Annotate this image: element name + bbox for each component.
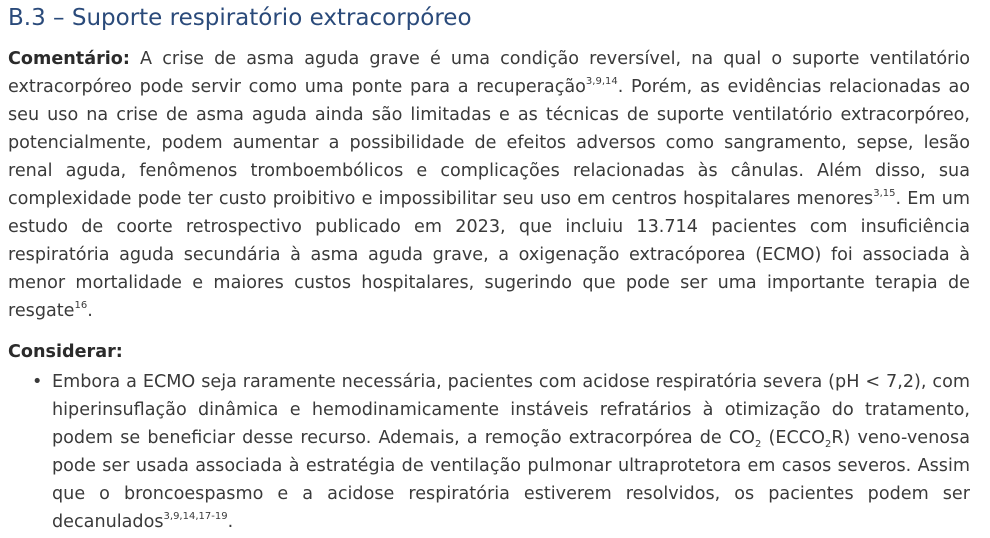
comment-paragraph <box>8 45 970 325</box>
citation-ref: 3,9,14,17-19 <box>163 511 228 522</box>
comment-text-4: . <box>87 301 93 321</box>
subscript: 2 <box>824 439 832 450</box>
list-item <box>30 368 970 536</box>
section-title: B.3 – Suporte respiratório extracorpóreo <box>8 5 472 31</box>
item-text-2: (ECCO <box>761 428 825 448</box>
item-text-1: Embora a ECMO seja raramente necessária, pacientes com acidose respiratória severa (pH < 7,2), com hiperinsuflação dinâmica e hemodinamicamente instáveis refratários à otimização do tratamento, podem se beneficiar desse recurso. Ademais, a remoção extracorpórea de CO <box>52 372 970 448</box>
citation-ref: 3,9,14 <box>585 76 618 87</box>
consider-heading: Considerar: <box>8 342 123 362</box>
citation-ref: 3,15 <box>873 188 896 199</box>
citation-ref: 16 <box>74 300 88 311</box>
item-text-4: . <box>227 512 234 532</box>
bullet-icon: • <box>32 372 43 392</box>
subscript: 2 <box>755 439 762 450</box>
item-text-3: R) veno-venosa pode ser usada associada à estratégia de ventilação pulmonar ultraprotetora em casos severos. Assim que o broncoespasmo e a acidose respiratória estiverem resolvidos, os pacientes podem ser decanulados <box>52 428 970 532</box>
comment-label: Comentário: <box>8 49 130 69</box>
consider-list <box>30 368 970 536</box>
comment-text-1: A crise de asma aguda grave é uma condição reversível, na qual o suporte ventilatório extracorpóreo pode servir como uma ponte para a recuperação <box>8 49 970 97</box>
comment-text-2: . Porém, as evidências relacionadas ao seu uso na crise de asma aguda ainda são limitadas e as técnicas de suporte ventilatório extracorpóreo, potencialmente, podem aumentar a possibilidade de efeitos adversos como sangramento, sepse, lesão renal aguda, fenômenos tromboembólicos e complicações relacionadas às cânulas. Além disso, sua complexidade pode ter custo proibitivo e impossibilitar seu uso em centros hospitalares menores <box>8 77 971 209</box>
comment-text-3: . Em um estudo de coorte retrospectivo publicado em 2023, que incluiu 13.714 pacientes com insuficiência respiratória aguda secundária à asma aguda grave, a oxigenação extracóporea (ECMO) foi associada à menor mortalidade e maiores custos hospitalares, sugerindo que pode ser uma importante terapia de resgate <box>8 189 971 321</box>
